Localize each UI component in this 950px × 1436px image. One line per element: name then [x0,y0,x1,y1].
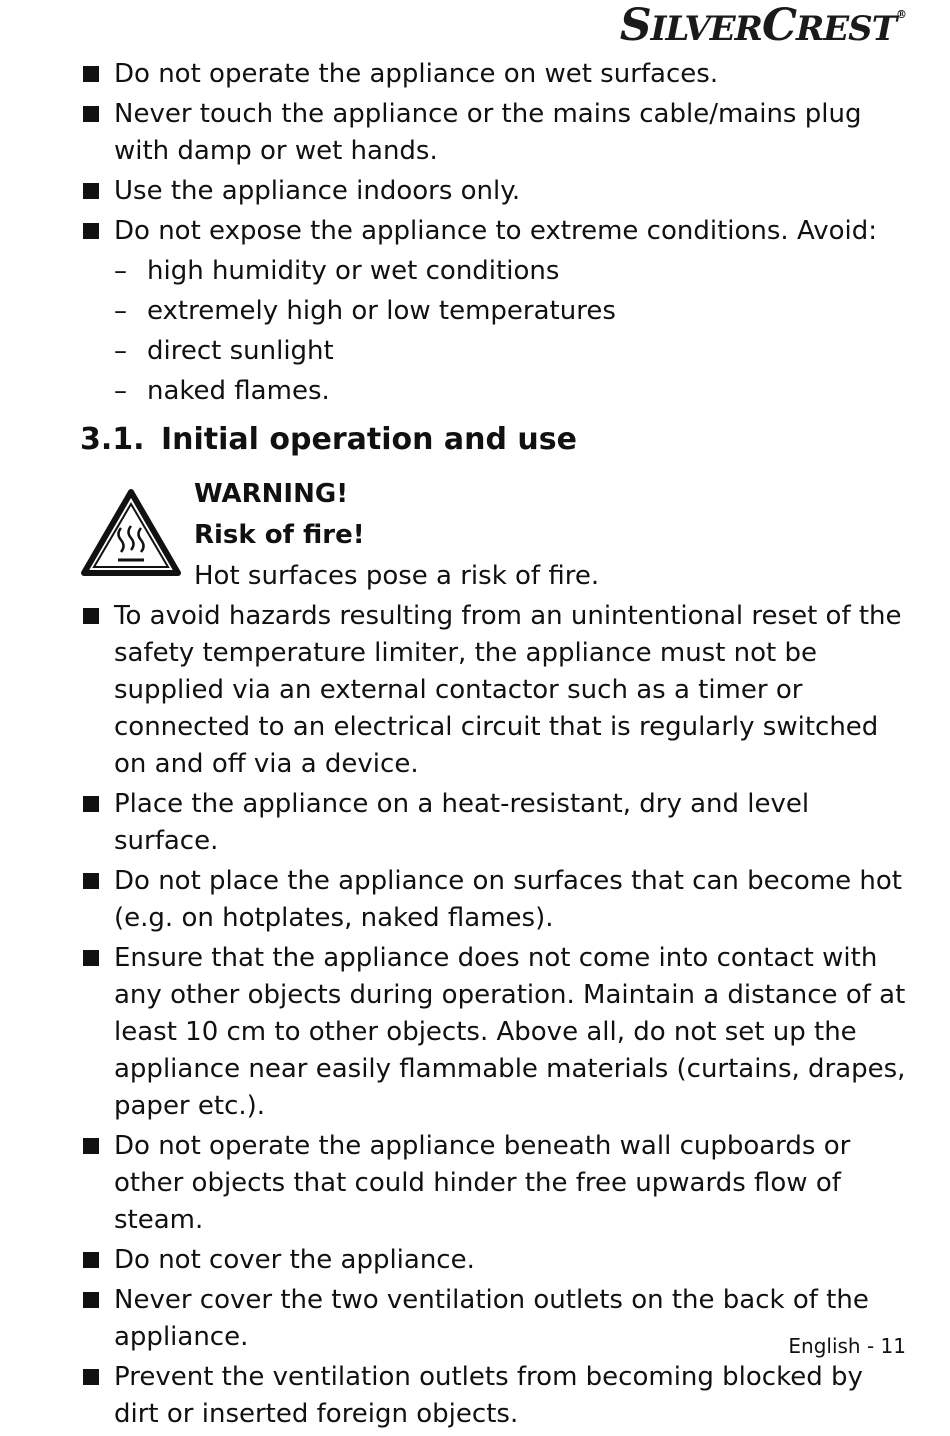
section-number: 3.1. [80,422,145,457]
section-heading [80,420,910,460]
dash-marker: – [114,376,127,406]
list-item-text: Do not operate the appliance on wet surfaces. [114,59,719,89]
bullet-square [80,598,114,635]
list-item-text: Do not place the appliance on surfaces that can become hot (e.g. on hotplates, naked flames). [114,866,902,933]
list-item [80,786,910,860]
bullet-square [80,940,114,977]
list-item [80,173,910,210]
dash-marker: – [114,256,127,286]
dash-marker: – [114,336,127,366]
list-item-text: Prevent the ventilation outlets from becoming blocked by dirt or inserted foreign objects. [114,1362,863,1429]
sub-list-item [114,373,910,410]
bullet-square [80,213,114,250]
list-item [80,1128,910,1239]
bullet-square [80,1282,114,1319]
warning-title: WARNING! [194,479,349,509]
list-item [80,1242,910,1279]
sub-list-item-text: high humidity or wet conditions [147,256,560,286]
list-item-text: Ensure that the appliance does not come into contact with any other objects during operation. Maintain a distance of at least 10 cm to other objects. Above all, do not set up the appliance near easily flammable materials (curtains, drapes, paper etc.). [114,943,906,1121]
list-item-text: Do not operate the appliance beneath wall cupboards or other objects that could hinder the free upwards flow of steam. [114,1131,851,1235]
list-item-text: Use the appliance indoors only. [114,176,521,206]
list-item-text: Place the appliance on a heat-resistant, dry and level surface. [114,789,810,856]
bullet-square [80,1242,114,1279]
section-title: Initial operation and use [161,422,577,457]
warning-box [80,474,910,597]
bullet-square [80,56,114,93]
sub-list-item [114,293,910,330]
bullet-square [80,1128,114,1165]
list-item [80,1282,910,1356]
page-content [80,56,910,1436]
page-footer: English - 11 [788,1334,906,1358]
hot-surface-warning-icon [80,474,194,582]
bullet-square [80,863,114,900]
warning-description: Hot surfaces pose a risk of fire. [194,561,600,591]
warning-text-block [194,474,910,597]
list-item [80,863,910,937]
list-item-text: To avoid hazards resulting from an unintentional reset of the safety temperature limiter, the appliance must not be supplied via an external contactor such as a timer or connected to an electrical circuit that is regularly switched on and off via a device. [114,601,902,779]
list-item [80,213,910,250]
warning-subtitle: Risk of fire! [194,520,365,550]
list-item [80,598,910,783]
sub-list-item [114,333,910,370]
list-item-text: Never cover the two ventilation outlets on the back of the appliance. [114,1285,869,1352]
list-item [80,56,910,93]
bullet-square [80,1359,114,1396]
list-item [80,96,910,170]
list-item [80,940,910,1125]
sub-list-item-text: extremely high or low temperatures [147,296,616,326]
sub-list-item-text: direct sunlight [147,336,334,366]
list-item-text: Do not cover the appliance. [114,1245,475,1275]
sub-list-item [114,253,910,290]
bullet-square [80,96,114,133]
list-item-text: Never touch the appliance or the mains cable/mains plug with damp or wet hands. [114,99,862,166]
brand-logo: SILVERCREST® [619,0,906,51]
dash-marker: – [114,296,127,326]
sub-list-item-text: naked flames. [147,376,330,406]
bullet-square [80,786,114,823]
list-item [80,1359,910,1433]
list-item-text: Do not expose the appliance to extreme conditions. Avoid: [114,216,877,246]
bullet-square [80,173,114,210]
registered-mark: ® [896,8,906,21]
